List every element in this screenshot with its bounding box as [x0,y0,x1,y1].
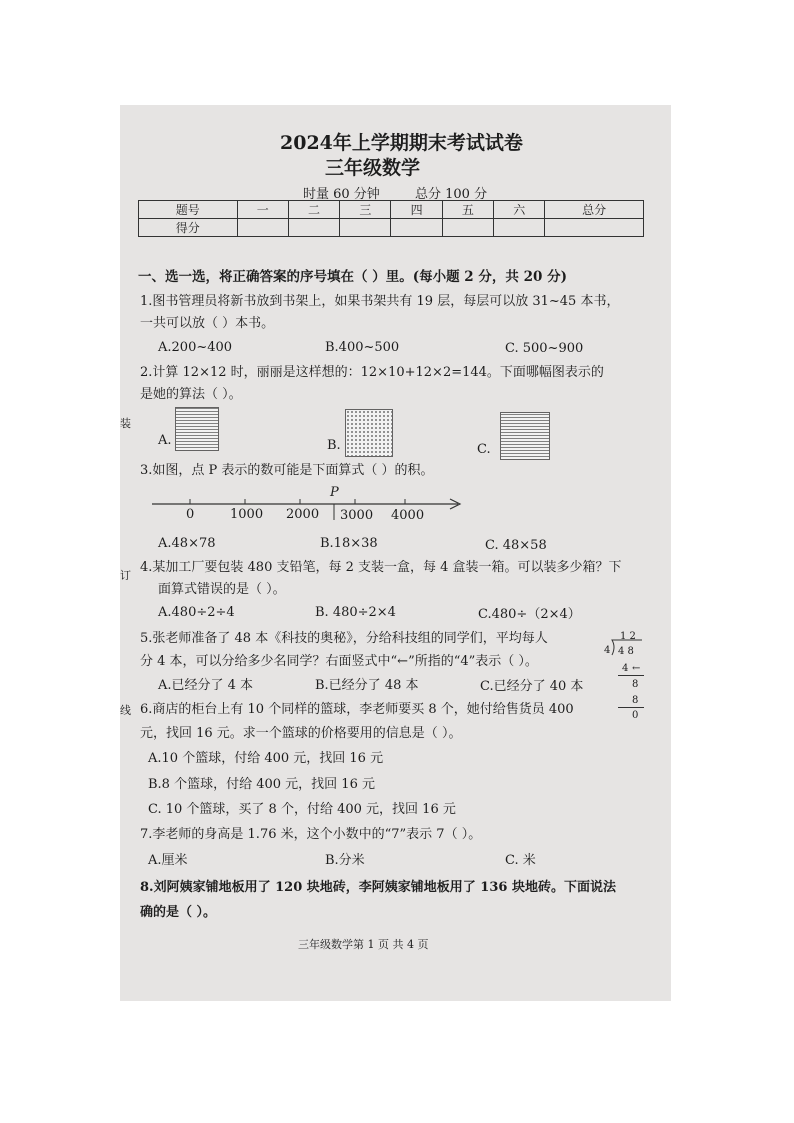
division-arrow: ← [632,663,641,674]
exam-total-score: 总分 100 分 [415,187,488,202]
q4-option-b[interactable]: B. 480÷2×4 [315,605,396,620]
score-cell[interactable] [545,219,644,237]
q2-option-c[interactable]: C. [477,442,491,457]
exam-subtitle: 三年级数学 [325,157,421,179]
q3-option-b[interactable]: B.18×38 [320,536,378,551]
q2-stem: 2.计算 12×12 时，丽丽是这样想的：12×10+12×2=144。下面哪幅图表示的 [140,365,604,380]
division-quotient: 1 2 [620,631,636,642]
margin-mark: 线 [120,704,131,717]
q1-option-b[interactable]: B.400~500 [325,340,400,355]
q4-option-c[interactable]: C.480÷（2×4） [478,607,581,622]
q6-stem: 6.商店的柜台上有 10 个同样的篮球，李老师要买 8 个，她付给售货员 400 [140,702,574,717]
exam-paper [120,105,671,1001]
division-step: 4 [622,663,629,674]
q3-option-a[interactable]: A.48×78 [158,536,216,551]
score-header-cell: 六 [494,201,545,219]
tick-label: 1000 [230,507,264,522]
q1-stem: 1.图书管理员将新书放到书架上，如果书架共有 19 层，每层可以放 31~45 本书， [140,294,620,309]
exam-time: 时量 60 分钟 [303,187,380,202]
q8-stem-cont: 确的是（ ）。 [140,905,217,920]
exam-title: 2024年上学期期末考试试卷 [280,132,523,154]
score-header-cell: 总分 [545,201,644,219]
q3-stem: 3.如图，点 P 表示的数可能是下面算式（ ）的积。 [140,463,434,478]
q7-stem: 7.李老师的身高是 1.76 米，这个小数中的“7”表示 7（ ）。 [140,827,482,842]
q5-option-b[interactable]: B.已经分了 48 本 [315,678,419,693]
score-header-cell: 题号 [139,201,238,219]
q3-option-c[interactable]: C. 48×58 [485,538,547,553]
q6-option-b[interactable]: B.8 个篮球，付给 400 元，找回 16 元 [148,777,375,792]
q6-option-a[interactable]: A.10 个篮球，付给 400 元，找回 16 元 [148,751,384,766]
q7-option-b[interactable]: B.分米 [325,853,365,868]
margin-mark: 订 [120,569,131,582]
q6-option-c[interactable]: C. 10 个篮球，买了 8 个，付给 400 元，找回 16 元 [148,802,456,817]
score-row-label: 得分 [139,219,238,237]
q2-grid-image-b [345,409,393,457]
tick-label: 0 [186,507,195,522]
q2-stem-cont: 是她的算法（ ）。 [140,387,242,402]
page-footer: 三年级数学第 1 页 共 4 页 [298,938,429,951]
q1-option-a[interactable]: A.200~400 [158,340,233,355]
score-cell[interactable] [288,219,339,237]
q2-grid-image-c [500,412,550,460]
tick-label: 4000 [391,508,425,523]
score-header-cell: 一 [237,201,288,219]
score-cell[interactable] [442,219,493,237]
q2-option-a[interactable]: A. [158,433,172,448]
margin-mark: 装 [120,417,131,430]
division-step: 8 [632,679,639,690]
division-rule [618,707,644,708]
q8-stem: 8.刘阿姨家铺地板用了 120 块地砖，李阿姨家铺地板用了 136 块地砖。下面说法 [140,880,616,895]
q5-stem: 5.张老师准备了 48 本《科技的奥秘》，分给科技组的同学们，平均每人 [140,631,548,646]
division-dividend: 4 8 [618,646,634,657]
score-table [138,200,644,237]
score-header-cell: 三 [340,201,391,219]
q2-option-b[interactable]: B. [327,438,341,453]
tick-label: 2000 [286,507,320,522]
tick-label: 3000 [340,508,374,523]
q4-stem-cont: 面算式错误的是（ ）。 [158,582,286,597]
q1-option-c[interactable]: C. 500~900 [505,341,584,356]
score-cell[interactable] [340,219,391,237]
q5-option-a[interactable]: A.已经分了 4 本 [158,678,254,693]
q1-stem-cont: 一共可以放（ ）本书。 [140,316,275,331]
score-header-cell: 五 [442,201,493,219]
q6-stem-cont: 元，找回 16 元。求一个篮球的价格要用的信息是（ ）。 [140,726,462,741]
q5-option-c[interactable]: C.已经分了 40 本 [480,679,584,694]
q7-option-c[interactable]: C. 米 [505,853,536,868]
division-divisor: 4 [604,645,611,656]
score-header-cell: 二 [288,201,339,219]
division-remainder: 0 [632,710,639,721]
q2-grid-image-a [175,407,219,451]
q4-stem: 4.某加工厂要包装 480 支铅笔，每 2 支装一盒，每 4 盒装一箱。可以装多少箱？下 [140,560,622,575]
point-p-label: P [330,485,339,500]
section-heading: 一、选一选，将正确答案的序号填在（ ）里。(每小题 2 分，共 20 分) [138,269,567,285]
score-cell[interactable] [391,219,442,237]
division-rule [618,675,644,676]
score-cell[interactable] [237,219,288,237]
q5-stem-cont: 分 4 本，可以分给多少名同学？右面竖式中“←”所指的“4”表示（ ）。 [140,654,538,669]
score-header-cell: 四 [391,201,442,219]
q4-option-a[interactable]: A.480÷2÷4 [158,605,235,620]
score-cell[interactable] [494,219,545,237]
q7-option-a[interactable]: A.厘米 [148,853,188,868]
division-step: 8 [632,695,639,706]
